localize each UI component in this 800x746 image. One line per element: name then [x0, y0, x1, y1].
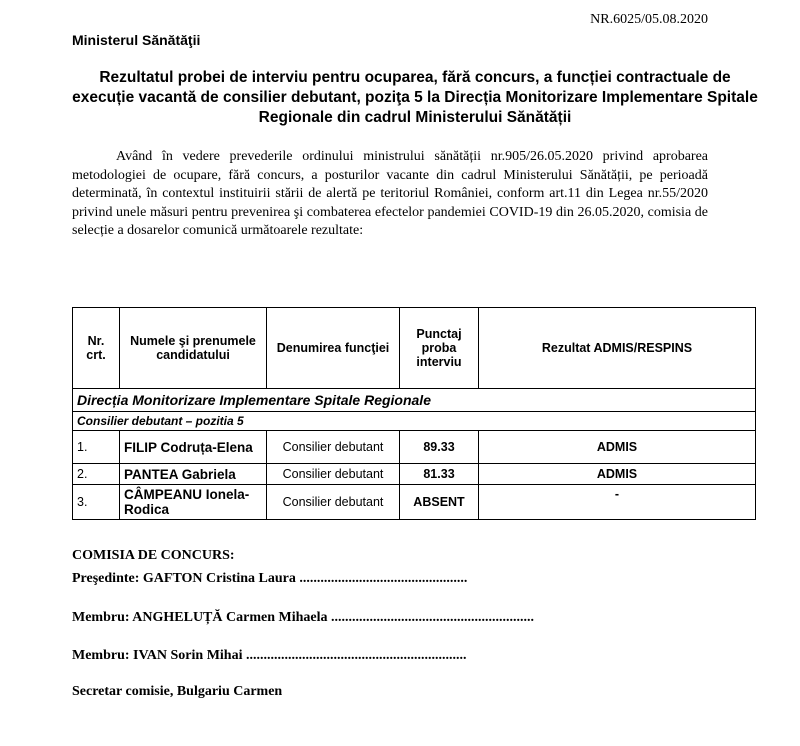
document-title: Rezultatul probei de interviu pentru ocuparea, fără concurs, a funcției contractuale de execuție vacantă de consilier debutant, poziţa 5 la Direcția Monitorizare Implementare Spitale Regionale din cadrul Ministerului Sănătății [72, 69, 758, 126]
table-row [73, 485, 756, 520]
row-name: PANTEA Gabriela [120, 464, 267, 485]
table-row [73, 464, 756, 485]
intro-paragraph [72, 148, 708, 241]
subsection-title: Consilier debutant – pozitia 5 [73, 412, 756, 431]
row-result: - [479, 485, 756, 520]
header-nr: Nr. crt. [73, 308, 120, 389]
section-title: Direcția Monitorizare Implementare Spitale Regionale [73, 389, 756, 412]
row-score: 89.33 [400, 431, 479, 464]
intro-paragraph-text: Având în vedere prevederile ordinului ministrului sănătății nr.905/26.05.2020 privind aprobarea metodologiei de ocupare, fără concurs, a posturilor vacante din cadrul Ministerului Sănătății, pe perioadă determinată, în contextul instituirii stării de alertă pe teritoriul României, conform art.11 din Legea nr.55/2020 privind unele măsuri pentru prevenirea şi combaterea efectelor pandemiei COVID-19 din 26.05.2020, comisia de selecție a dosarelor comunică următoarele rezultate: [72, 149, 708, 238]
ministry-name: Ministerul Sănătăţii [72, 32, 201, 48]
row-result: ADMIS [479, 464, 756, 485]
document-reference-number: NR.6025/05.08.2020 [590, 12, 708, 27]
row-score: 81.33 [400, 464, 479, 485]
table-header-row [73, 308, 756, 389]
table-section-row [73, 389, 756, 412]
row-nr: 1. [73, 431, 120, 464]
commission-secretary: Secretar comisie, Bulgariu Carmen [72, 684, 283, 699]
row-nr: 3. [73, 485, 120, 520]
row-function: Consilier debutant [267, 464, 400, 485]
commission-member-2: Membru: IVAN Sorin Mihai ............................................................... [72, 648, 467, 663]
row-name: FILIP Codruța-Elena [120, 431, 267, 464]
row-function: Consilier debutant [267, 431, 400, 464]
commission-heading: COMISIA DE CONCURS: [72, 548, 235, 563]
row-name: CÂMPEANU Ionela-Rodica [120, 485, 267, 520]
table-row [73, 431, 756, 464]
header-name: Numele şi prenumele candidatului [120, 308, 267, 389]
row-function: Consilier debutant [267, 485, 400, 520]
commission-president: Preşedinte: GAFTON Cristina Laura ................................................ [72, 571, 468, 586]
commission-member-1: Membru: ANGHELUȚĂ Carmen Mihaela .......................................................... [72, 610, 534, 625]
row-score: ABSENT [400, 485, 479, 520]
header-result: Rezultat ADMIS/RESPINS [479, 308, 756, 389]
table-subsection-row [73, 412, 756, 431]
row-nr: 2. [73, 464, 120, 485]
header-score: Punctaj proba interviu [400, 308, 479, 389]
row-result: ADMIS [479, 431, 756, 464]
header-function: Denumirea funcţiei [267, 308, 400, 389]
results-table [72, 307, 756, 520]
